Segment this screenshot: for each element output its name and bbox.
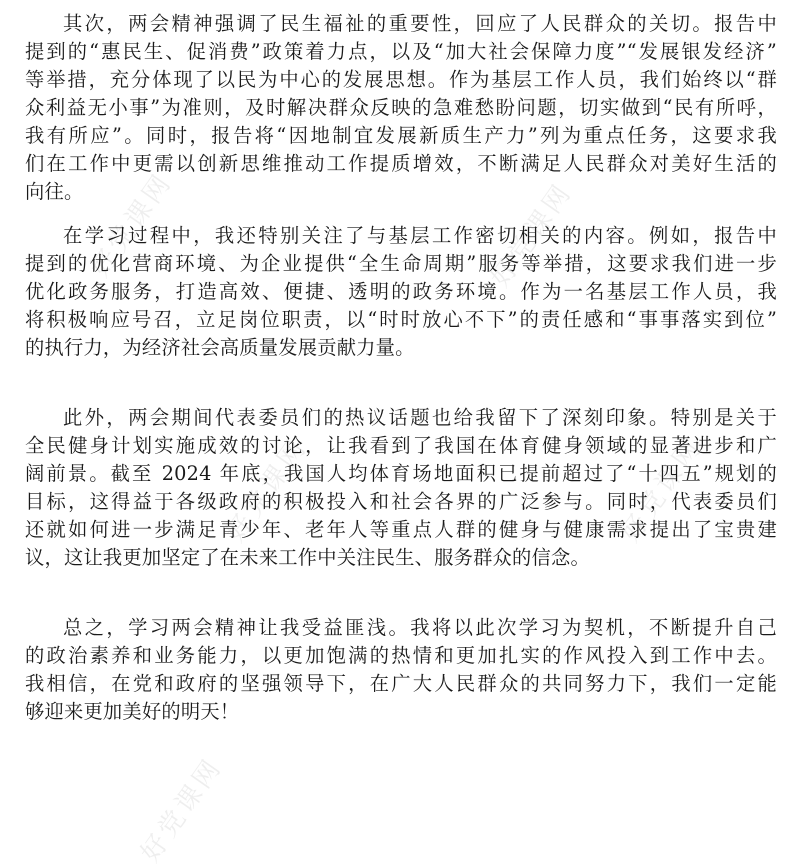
watermark: 好党课网 bbox=[485, 177, 579, 293]
text-line: 将积极响应号召，立足岗位职责，以“时时放心不下”的责任感和“事事落实到位” bbox=[25, 308, 777, 331]
text-line: 阔前景。截至 2024 年底，我国人均体育场地面积已提前超过了“十四五”规划的 bbox=[25, 462, 777, 485]
text-line: 优化政务服务，打造高效、便捷、透明的政务环境。作为一名基层工作人员，我 bbox=[25, 280, 777, 303]
text-line: 众利益无小事”为准则，及时解决群众反映的急难愁盼问题，切实做到“民有所呼， bbox=[25, 96, 777, 119]
watermark: 好党课网 bbox=[615, 432, 709, 548]
watermark: 好党课网 bbox=[220, 432, 314, 548]
paragraph-1 bbox=[25, 10, 777, 206]
watermark: 好党课网 bbox=[135, 752, 229, 868]
text-line: 提到的优化营商环境、为企业提供“全生命周期”服务等举措，这要求我们进一步 bbox=[25, 252, 777, 275]
text-line: 其次，两会精神强调了民生福祉的重要性，回应了人民群众的关切。报告中 bbox=[63, 12, 777, 35]
text-line: 向往。 bbox=[25, 180, 84, 203]
text-line: 此外，两会期间代表委员们的热议话题也给我留下了深刻印象。特别是关于 bbox=[63, 406, 777, 429]
text-line: 议，这让我更加坚定了在未来工作中关注民生、服务群众的信念。 bbox=[25, 546, 590, 569]
text-line: 还就如何进一步满足青少年、老年人等重点人群的健身与健康需求提出了宝贵建 bbox=[25, 518, 777, 541]
text-line: 提到的“惠民生、促消费”政策着力点，以及“加大社会保障力度”“发展银发经济” bbox=[25, 40, 777, 63]
text-line: 的政治素养和业务能力，以更加饱满的热情和更加扎实的作风投入到工作中去。 bbox=[25, 644, 777, 667]
text-line: 等举措，充分体现了以民为中心的发展思想。作为基层工作人员，我们始终以“群 bbox=[25, 68, 777, 91]
text-line: 全民健身计划实施成效的讨论，让我看到了我国在体育健身领域的显著进步和广 bbox=[25, 434, 777, 457]
text-line: 我相信，在党和政府的坚强领导下，在广大人民群众的共同努力下，我们一定能 bbox=[25, 672, 777, 695]
text-line: 我有所应”。同时，报告将“因地制宜发展新质生产力”列为重点任务，这要求我 bbox=[25, 124, 777, 147]
text-line: 总之，学习两会精神让我受益匪浅。我将以此次学习为契机，不断提升自己 bbox=[63, 616, 777, 639]
text-line: 们在工作中更需以创新思维推动工作提质增效，不断满足人民群众对美好生活的 bbox=[25, 152, 777, 175]
text-line: 够迎来更加美好的明天！ bbox=[25, 700, 240, 723]
paragraph-4 bbox=[25, 614, 777, 726]
paragraph-2 bbox=[25, 222, 777, 362]
text-line: 在学习过程中，我还特别关注了与基层工作密切相关的内容。例如，报告中 bbox=[63, 224, 777, 247]
text-line: 目标，这得益于各级政府的积极投入和社会各界的广泛参与。同时，代表委员们 bbox=[25, 490, 777, 513]
paragraph-3 bbox=[25, 404, 777, 572]
text-line: 的执行力，为经济社会高质量发展贡献力量。 bbox=[25, 336, 415, 359]
watermark: 好党课网 bbox=[85, 167, 179, 283]
